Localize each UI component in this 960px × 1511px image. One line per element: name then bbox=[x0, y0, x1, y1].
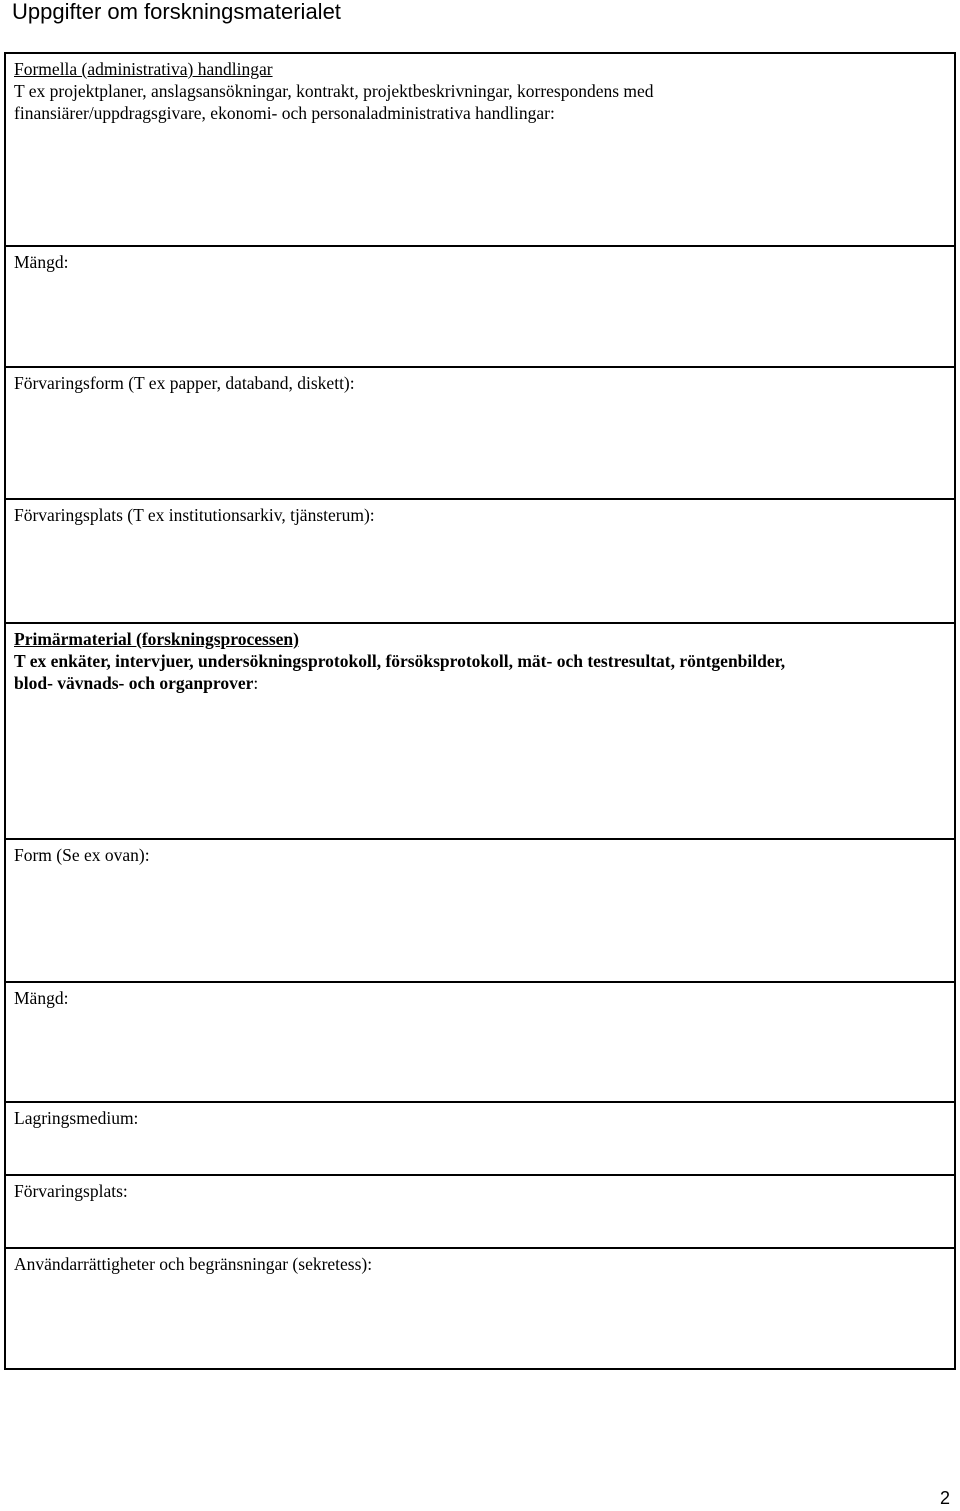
formal-storage-form-label: Förvaringsform (T ex papper, databand, diskett): bbox=[14, 373, 355, 393]
formal-documents-title: Formella (administrativa) handlingar bbox=[14, 59, 273, 79]
formal-storage-form-field[interactable] bbox=[6, 366, 954, 498]
primary-form-label: Form (Se ex ovan): bbox=[14, 845, 150, 865]
formal-amount-field[interactable] bbox=[6, 245, 954, 366]
research-material-form bbox=[4, 52, 956, 1370]
primary-material-title: Primärmaterial (forskningsprocessen) bbox=[14, 629, 299, 649]
page-number: 2 bbox=[939, 1488, 950, 1508]
primary-storage-place-field[interactable] bbox=[6, 1174, 954, 1247]
primary-amount-label: Mängd: bbox=[14, 988, 69, 1008]
primary-storage-medium-label: Lagringsmedium: bbox=[14, 1108, 139, 1128]
primary-form-field[interactable] bbox=[6, 838, 954, 981]
formal-documents-description-line1: T ex projektplaner, anslagsansökningar, kontrakt, projektbeskrivningar, korrespondens med bbox=[14, 81, 654, 101]
usage-rights-label: Användarrättigheter och begränsningar (sekretess): bbox=[14, 1254, 373, 1274]
page-title: Uppgifter om forskningsmaterialet bbox=[12, 0, 341, 24]
formal-storage-place-field[interactable] bbox=[6, 498, 954, 622]
primary-material-description-line1: T ex enkäter, intervjuer, undersökningsprotokoll, försöksprotokoll, mät- och testresultat, röntgenbilder, bbox=[14, 651, 786, 671]
primary-storage-medium-field[interactable] bbox=[6, 1101, 954, 1174]
formal-documents-description-line2: finansiärer/uppdragsgivare, ekonomi- och personaladministrativa handlingar: bbox=[14, 103, 555, 123]
formal-amount-label: Mängd: bbox=[14, 252, 69, 272]
formal-documents-field[interactable] bbox=[6, 54, 954, 245]
primary-material-field[interactable] bbox=[6, 622, 954, 838]
primary-material-description-line2: blod- vävnads- och organprover bbox=[14, 673, 254, 693]
primary-material-description-line2-wrap bbox=[14, 672, 946, 694]
primary-storage-place-label: Förvaringsplats: bbox=[14, 1181, 128, 1201]
primary-material-description-suffix: : bbox=[253, 673, 259, 693]
formal-storage-place-label: Förvaringsplats (T ex institutionsarkiv, tjänsterum): bbox=[14, 505, 375, 525]
usage-rights-field[interactable] bbox=[6, 1247, 954, 1368]
primary-amount-field[interactable] bbox=[6, 981, 954, 1101]
